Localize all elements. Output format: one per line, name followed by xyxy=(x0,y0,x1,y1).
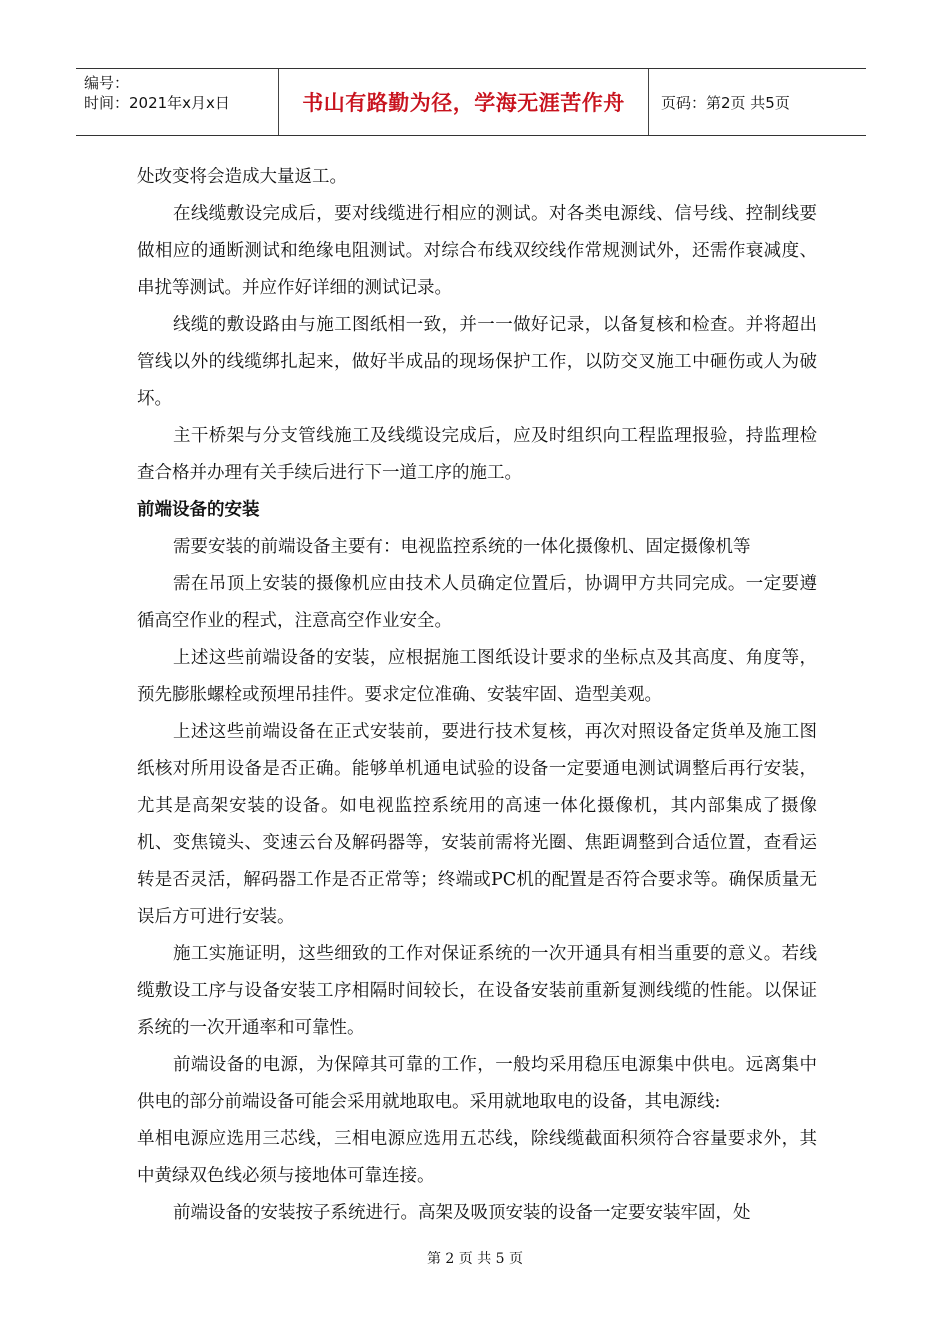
body-paragraph: 施工实施证明，这些细致的工作对保证系统的一次开通具有相当重要的意义。若线缆敷设工序与设备安装工序相隔时间较长，在设备安装前重新复测线缆的性能。以保证系统的一次开通率和可靠性。 xyxy=(137,944,817,1038)
header-motto-cell xyxy=(279,69,649,135)
page-header xyxy=(76,68,866,136)
body-paragraph: 上述这些前端设备的安装，应根据施工图纸设计要求的坐标点及其高度、角度等，预先膨胀螺栓或预埋吊挂件。要求定位准确、安装牢固、造型美观。 xyxy=(137,648,817,705)
body-paragraph: 前端设备的安装按子系统进行。高架及吸顶安装的设备一定要安装牢固，处 xyxy=(173,1203,751,1223)
doc-number-label: 编号： xyxy=(84,74,130,92)
body-paragraph: 需在吊顶上安装的摄像机应由技术人员确定位置后，协调甲方共同完成。一定要遵循高空作业的程式，注意高空作业安全。 xyxy=(137,574,817,631)
body-paragraph: 在线缆敷设完成后，要对线缆进行相应的测试。对各类电源线、信号线、控制线要做相应的通断测试和绝缘电阻测试。对综合布线双绞线作常规测试外，还需作衰减度、串扰等测试。并应作好详细的测试记录。 xyxy=(137,204,817,298)
header-motto: 书山有路勤为径，学海无涯苦作舟 xyxy=(302,91,625,115)
body-paragraph: 线缆的敷设路由与施工图纸相一致，并一一做好记录，以备复核和检查。并将超出管线以外的线缆绑扎起来，做好半成品的现场保护工作，以防交叉施工中砸伤或人为破坏。 xyxy=(137,315,817,409)
doc-time-label: 时间：2021年x月x日 xyxy=(84,94,230,112)
page-footer: 第 2 页 共 5 页 xyxy=(426,1251,524,1267)
body-paragraph: 主干桥架与分支管线施工及线缆设完成后，应及时组织向工程监理报验，持监理检查合格并办理有关手续后进行下一道工序的施工。 xyxy=(137,426,817,483)
body-paragraph: 处改变将会造成大量返工。 xyxy=(137,167,347,187)
header-page-info: 页码：第2页 共5页 xyxy=(661,93,790,112)
body-paragraph: 上述这些前端设备在正式安装前，要进行技术复核，再次对照设备定货单及施工图纸核对所用设备是否正确。能够单机通电试验的设备一定要通电测试调整后再行安装，尤其是高架安装的设备。如电视监控系统用的高速一体化摄像机，其内部集成了摄像机、变焦镜头、变速云台及解码器等，安装前需将光圈、焦距调整到合适位置，查看运转是否灵活，解码器工作是否正常等；终端或PC机的配置是否符合要求等。确保质量无误后方可进行安装。 xyxy=(137,722,817,927)
body-paragraph: 单相电源应选用三芯线，三相电源应选用五芯线，除线缆截面积须符合容量要求外，其中黄绿双色线必须与接地体可靠连接。 xyxy=(137,1129,817,1186)
document-body xyxy=(137,159,817,1232)
body-paragraph: 需要安装的前端设备主要有：电视监控系统的一体化摄像机、固定摄像机等 xyxy=(173,537,751,557)
section-heading: 前端设备的安装 xyxy=(137,500,260,520)
body-paragraph: 前端设备的电源，为保障其可靠的工作，一般均采用稳压电源集中供电。远离集中供电的部分前端设备可能会采用就地取电。采用就地取电的设备，其电源线: xyxy=(137,1055,817,1112)
header-meta xyxy=(76,69,279,135)
